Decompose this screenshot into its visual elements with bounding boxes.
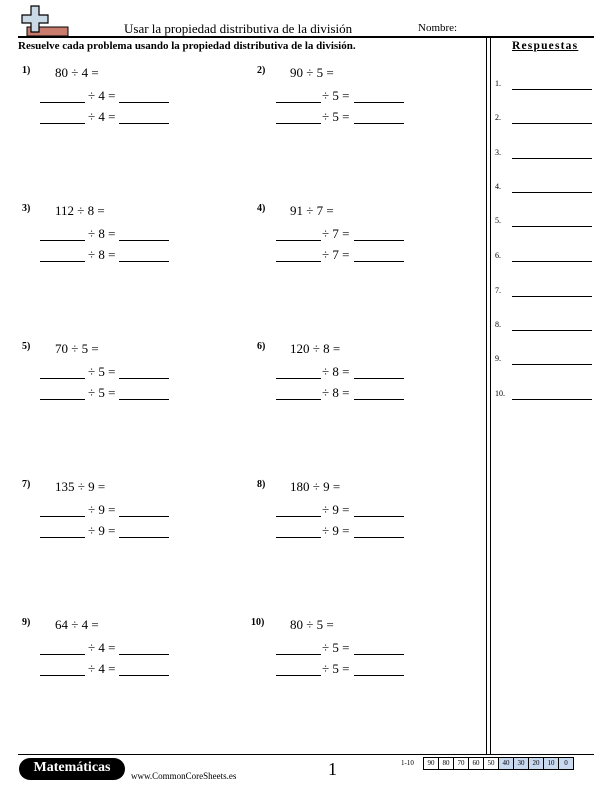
problem-number: 5) xyxy=(22,341,31,352)
problem-expression: 80 ÷ 4 = xyxy=(55,65,99,80)
problem-expression: 64 ÷ 4 = xyxy=(55,617,99,632)
answer-number: 4. xyxy=(495,182,501,191)
divisor-operator: ÷ 5 = xyxy=(88,364,116,379)
dividend-part-blank[interactable] xyxy=(40,654,85,655)
answer-number: 10. xyxy=(495,389,505,398)
dividend-part-blank[interactable] xyxy=(276,240,321,241)
problem-expression: 135 ÷ 9 = xyxy=(55,479,106,494)
dividend-part-blank[interactable] xyxy=(40,102,85,103)
dividend-part-blank[interactable] xyxy=(276,399,321,400)
problem-expression: 120 ÷ 8 = xyxy=(290,341,341,356)
problem-expression: 112 ÷ 8 = xyxy=(55,203,105,218)
divisor-operator: ÷ 4 = xyxy=(88,88,116,103)
dividend-part-blank[interactable] xyxy=(276,675,321,676)
score-cell: 70 xyxy=(453,757,469,770)
dividend-part-blank[interactable] xyxy=(40,537,85,538)
problem-number: 4) xyxy=(257,203,266,214)
divisor-operator: ÷ 8 = xyxy=(88,226,116,241)
dividend-part-blank[interactable] xyxy=(40,261,85,262)
quotient-part-blank[interactable] xyxy=(354,378,404,379)
worksheet-title: Usar la propiedad distributiva de la división xyxy=(124,21,353,36)
quotient-part-blank[interactable] xyxy=(119,537,169,538)
quotient-part-blank[interactable] xyxy=(119,654,169,655)
answer-number: 1. xyxy=(495,79,501,88)
brand-label: Matemáticas xyxy=(33,760,111,775)
name-label: Nombre: xyxy=(418,22,458,34)
answer-blank-5[interactable] xyxy=(512,226,592,227)
dividend-part-blank[interactable] xyxy=(40,675,85,676)
quotient-part-blank[interactable] xyxy=(119,516,169,517)
dividend-part-blank[interactable] xyxy=(40,378,85,379)
answer-number: 6. xyxy=(495,251,501,260)
score-cell: 80 xyxy=(438,757,454,770)
divisor-operator: ÷ 9 = xyxy=(88,502,116,517)
score-table xyxy=(424,757,574,770)
website-link[interactable]: www.CommonCoreSheets.es xyxy=(131,771,237,781)
score-cell: 90 xyxy=(423,757,439,770)
quotient-part-blank[interactable] xyxy=(354,102,404,103)
quotient-part-blank[interactable] xyxy=(119,102,169,103)
divisor-operator: ÷ 8 = xyxy=(88,247,116,262)
divisor-operator: ÷ 9 = xyxy=(88,523,116,538)
answer-number: 7. xyxy=(495,286,501,295)
dividend-part-blank[interactable] xyxy=(276,654,321,655)
dividend-part-blank[interactable] xyxy=(276,378,321,379)
answer-blank-8[interactable] xyxy=(512,330,592,331)
header-rule xyxy=(18,36,594,38)
quotient-part-blank[interactable] xyxy=(354,123,404,124)
quotient-part-blank[interactable] xyxy=(119,240,169,241)
answer-blank-6[interactable] xyxy=(512,261,592,262)
problem-expression: 180 ÷ 9 = xyxy=(290,479,341,494)
answer-blank-2[interactable] xyxy=(512,123,592,124)
quotient-part-blank[interactable] xyxy=(354,654,404,655)
quotient-part-blank[interactable] xyxy=(354,675,404,676)
problem-number: 7) xyxy=(22,479,31,490)
quotient-part-blank[interactable] xyxy=(354,516,404,517)
answer-blank-7[interactable] xyxy=(512,296,592,297)
answer-blank-3[interactable] xyxy=(512,158,592,159)
divisor-operator: ÷ 5 = xyxy=(322,661,350,676)
answers-title: Respuestas xyxy=(512,40,579,52)
divisor-operator: ÷ 7 = xyxy=(322,226,350,241)
problem-number: 2) xyxy=(257,65,266,76)
column-divider xyxy=(486,36,487,754)
answer-number: 8. xyxy=(495,320,501,329)
problem-expression: 90 ÷ 5 = xyxy=(290,65,334,80)
divisor-operator: ÷ 4 = xyxy=(88,109,116,124)
dividend-part-blank[interactable] xyxy=(276,261,321,262)
dividend-part-blank[interactable] xyxy=(40,516,85,517)
quotient-part-blank[interactable] xyxy=(354,399,404,400)
dividend-part-blank[interactable] xyxy=(40,123,85,124)
quotient-part-blank[interactable] xyxy=(354,240,404,241)
divisor-operator: ÷ 8 = xyxy=(322,385,350,400)
dividend-part-blank[interactable] xyxy=(276,102,321,103)
answer-number: 3. xyxy=(495,148,501,157)
answer-blank-4[interactable] xyxy=(512,192,592,193)
problem-number: 10) xyxy=(251,617,265,628)
answer-blank-1[interactable] xyxy=(512,89,592,90)
page-number: 1 xyxy=(328,759,337,779)
dividend-part-blank[interactable] xyxy=(276,537,321,538)
divisor-operator: ÷ 9 = xyxy=(322,523,350,538)
answer-number: 5. xyxy=(495,216,501,225)
divisor-operator: ÷ 4 = xyxy=(88,640,116,655)
problem-number: 3) xyxy=(22,203,31,214)
problem-expression: 70 ÷ 5 = xyxy=(55,341,99,356)
problem-number: 8) xyxy=(257,479,266,490)
problem-number: 1) xyxy=(22,65,31,76)
dividend-part-blank[interactable] xyxy=(40,399,85,400)
problem-expression: 91 ÷ 7 = xyxy=(290,203,334,218)
instructions: Resuelve cada problema usando la propiedad distributiva de la división. xyxy=(18,40,356,52)
score-cell: 0 xyxy=(558,757,574,770)
score-cell: 60 xyxy=(468,757,484,770)
divisor-operator: ÷ 8 = xyxy=(322,364,350,379)
problem-number: 9) xyxy=(22,617,31,628)
score-cell: 10 xyxy=(543,757,559,770)
answer-number: 9. xyxy=(495,354,501,363)
divisor-operator: ÷ 7 = xyxy=(322,247,350,262)
quotient-part-blank[interactable] xyxy=(119,378,169,379)
dividend-part-blank[interactable] xyxy=(276,123,321,124)
quotient-part-blank[interactable] xyxy=(119,261,169,262)
problem-expression: 80 ÷ 5 = xyxy=(290,617,334,632)
divisor-operator: ÷ 5 = xyxy=(322,640,350,655)
score-cell: 40 xyxy=(498,757,514,770)
divisor-operator: ÷ 9 = xyxy=(322,502,350,517)
score-range-label: 1-10 xyxy=(401,759,414,767)
plus-minus-logo-icon xyxy=(18,4,70,38)
column-divider xyxy=(490,36,491,754)
divisor-operator: ÷ 5 = xyxy=(322,88,350,103)
quotient-part-blank[interactable] xyxy=(354,537,404,538)
divisor-operator: ÷ 4 = xyxy=(88,661,116,676)
answer-number: 2. xyxy=(495,113,501,122)
problem-number: 6) xyxy=(257,341,266,352)
score-cell: 30 xyxy=(513,757,529,770)
quotient-part-blank[interactable] xyxy=(119,123,169,124)
quotient-part-blank[interactable] xyxy=(354,261,404,262)
quotient-part-blank[interactable] xyxy=(119,675,169,676)
divisor-operator: ÷ 5 = xyxy=(322,109,350,124)
divisor-operator: ÷ 5 = xyxy=(88,385,116,400)
footer-rule xyxy=(18,754,594,755)
score-cell: 50 xyxy=(483,757,499,770)
dividend-part-blank[interactable] xyxy=(276,516,321,517)
answer-blank-9[interactable] xyxy=(512,364,592,365)
quotient-part-blank[interactable] xyxy=(119,399,169,400)
dividend-part-blank[interactable] xyxy=(40,240,85,241)
score-cell: 20 xyxy=(528,757,544,770)
answer-blank-10[interactable] xyxy=(512,399,592,400)
